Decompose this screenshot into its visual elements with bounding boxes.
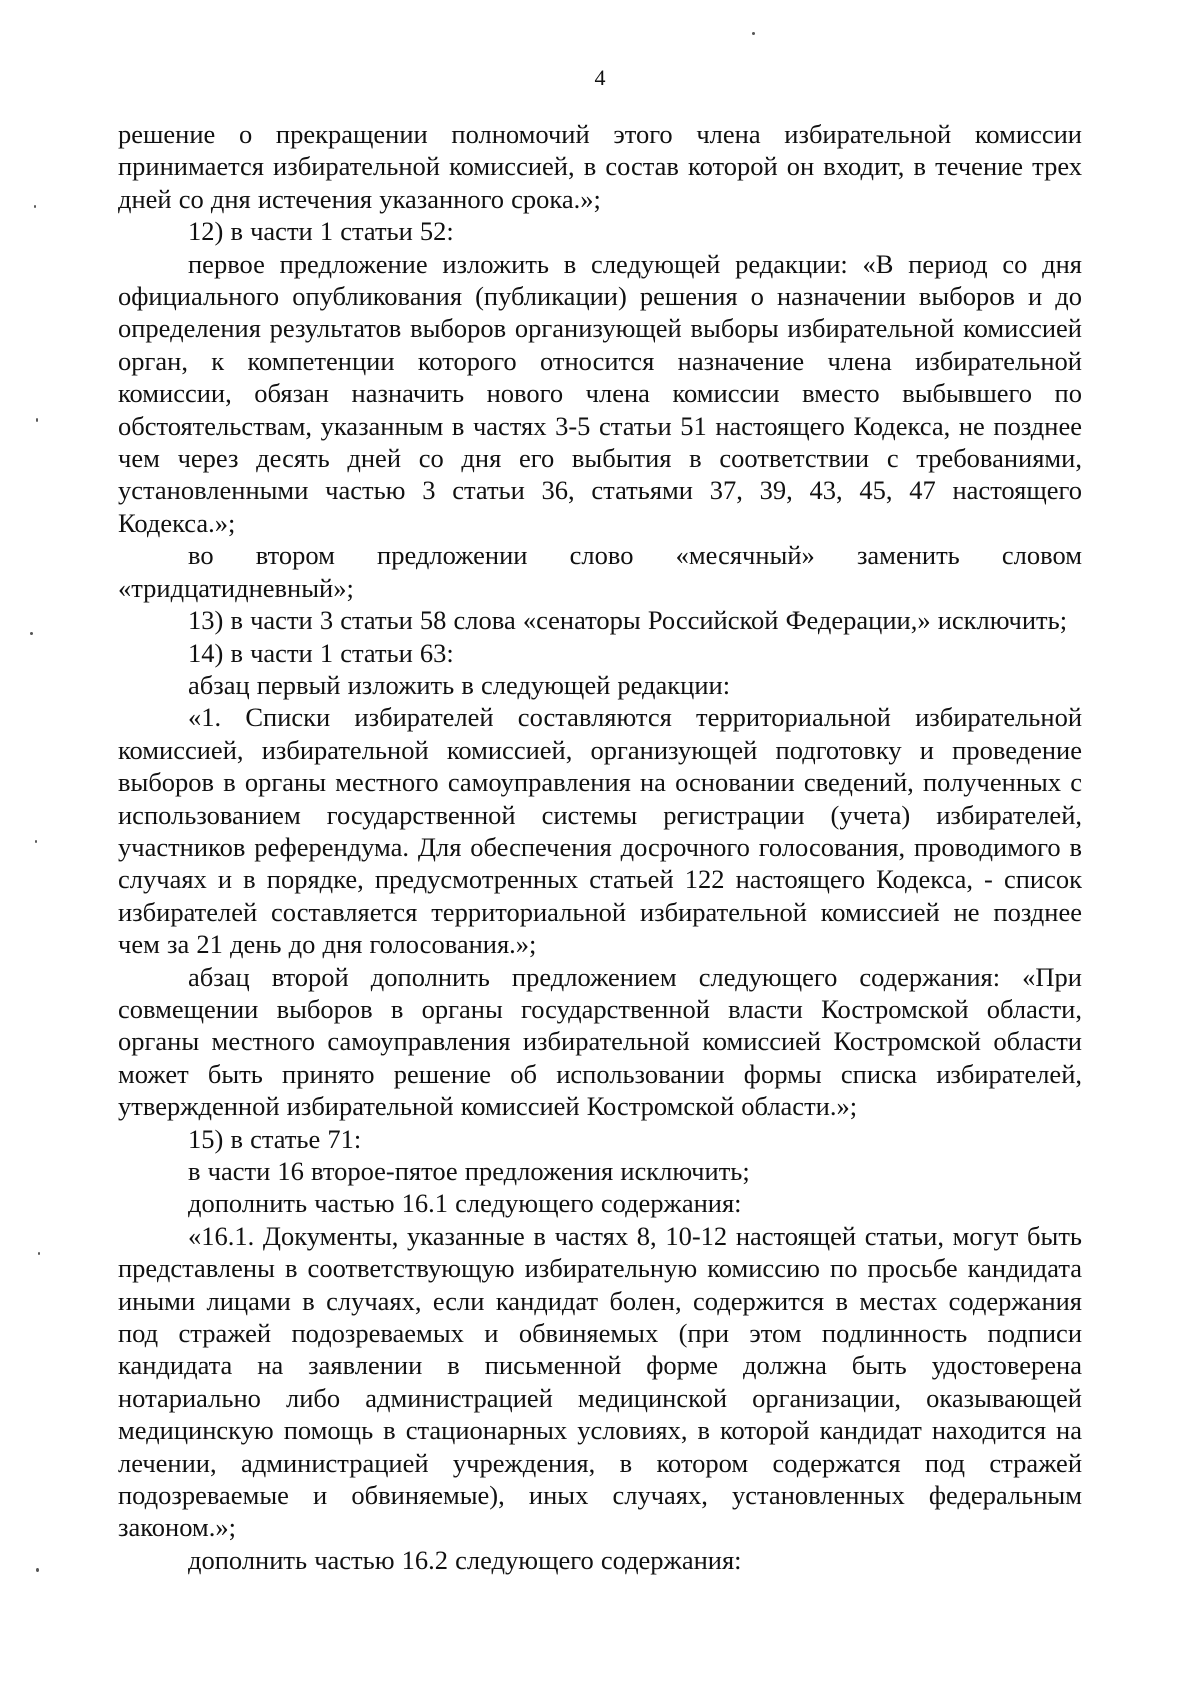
paragraph-part-16: в части 16 второе-пятое предложения исключить; <box>188 1156 750 1186</box>
scan-speck <box>34 205 36 208</box>
paragraph-item-12: 12) в части 1 статьи 52: <box>188 216 454 247</box>
paragraph-first-abzac: абзац первый изложить в следующей редакции: <box>188 669 731 700</box>
document-body <box>118 118 1082 1576</box>
scan-speck <box>35 840 37 843</box>
paragraph-add-16-2: дополнить частью 16.2 следующего содержания: <box>188 1544 742 1575</box>
paragraph-first-sentence: первое предложение изложить в следующей редакции: «В период со дня официального опубликования (публикации) решения о назначении выборов и до определения результатов выборов организующей выборы избирательной комиссией орган, к компетенции которого относится назначение члена избирательной комиссии, обязан назначить нового члена комиссии вместо выбывшего по обстоятельствам, указанным в частях 3-5 статьи 51 настоящего Кодекса, не позднее чем через десять дней со дня его выбытия в соответствии с требованиями, установленными частью 3 статьи 36, статьями 37, 39, 43, 45, 47 настоящего Кодекса.»; <box>118 248 1082 538</box>
paragraph-add-16-1: дополнить частью 16.1 следующего содержания: <box>188 1188 742 1219</box>
paragraph-item-14: 14) в части 1 статьи 63: <box>188 637 454 668</box>
paragraph-item-15: 15) в статье 71: <box>188 1123 362 1154</box>
scan-speck <box>36 1568 39 1572</box>
scan-speck <box>38 1252 40 1255</box>
paragraph-continuation: решение о прекращении полномочий этого члена избирательной комиссии принимается избирательной комиссией, в состав которой он входит, в течение трех дней со дня истечения указанного срока.»; <box>118 119 1082 214</box>
paragraph-16-1-text: «16.1. Документы, указанные в частях 8, 10-12 настоящей статьи, могут быть представлены в соответствующую избирательную комиссию по просьбе кандидата иными лицами в случаях, если кандидат болен, содержится в местах содержания под стражей подозреваемых и обвиняемых (при этом подлинность подписи кандидата на заявлении в письменной форме должна быть удостоверена нотариально либо администрацией медицинской организации, оказывающей медицинскую помощь в стационарных условиях, в которой кандидат находится на лечении, администрацией учреждения, в котором содержатся под стражей подозреваемые и обвиняемые), иных случаях, установленных федеральным законом.»; <box>118 1220 1082 1543</box>
paragraph-second-abzac: абзац второй дополнить предложением следующего содержания: «При совмещении выборов в органы государственной власти Костромской области, органы местного самоуправления избирательной комиссией Костромской области может быть принято решение об использовании формы списка избирателей, утвержденной избирательной комиссией Костромской области.»; <box>118 961 1082 1122</box>
scan-speck <box>36 418 38 422</box>
paragraph-voter-lists: «1. Списки избирателей составляются территориальной избирательной комиссией, избирательной комиссией, организующей подготовку и проведение выборов в органы местного самоуправления на основании сведений, полученных с использованием государственной системы регистрации (учета) избирателей, участников референдума. Для обеспечения досрочного голосования, проводимого в случаях и в порядке, предусмотренных статьей 122 настоящего Кодекса, - список избирателей составляется территориальной избирательной комиссией не позднее чем за 21 день до дня голосования.»; <box>118 702 1082 960</box>
scan-speck <box>752 32 755 35</box>
paragraph-second-sentence: во втором предложении слово «месячный» заменить словом «тридцатидневный»; <box>118 540 1082 603</box>
paragraph-item-13: 13) в части 3 статьи 58 слова «сенаторы Российской Федерации,» исключить; <box>188 605 1068 636</box>
scan-speck <box>30 632 33 635</box>
page-number: 4 <box>594 65 606 90</box>
